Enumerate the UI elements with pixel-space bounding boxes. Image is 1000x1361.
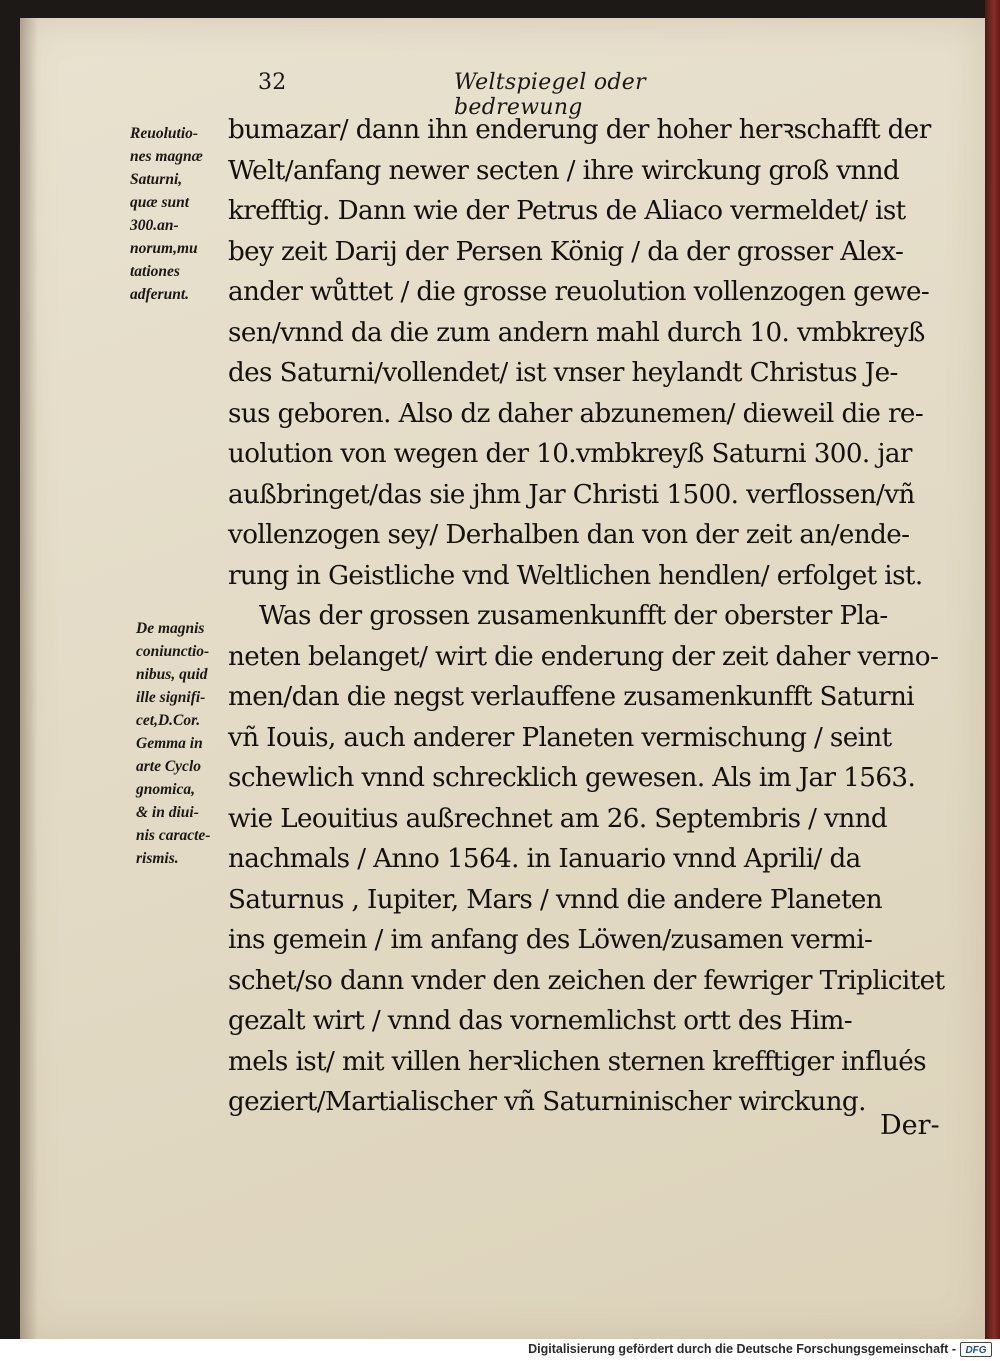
text-line: geziert/Martialischer vñ Saturninischer wirckung.	[228, 1087, 866, 1117]
text-line: neten belanget/ wirt die enderung der zeit daher verno-	[228, 641, 939, 672]
text-line: bey zeit Darij der Persen König / da der grosser Alex-	[228, 236, 904, 267]
margin-note-line: ille signifi-	[136, 689, 206, 706]
text-line: des Saturni/vollendet/ ist vnser heylandt Christus Je-	[228, 358, 898, 388]
text-line: nachmals / Anno 1564. in Ianuario vnnd Aprili/ da	[228, 844, 861, 874]
text-line: wie Leouitius außrechnet am 26. Septembris / vnnd	[228, 803, 888, 834]
main-text-block	[228, 110, 958, 1123]
text-line: rung in Geistliche vnd Weltlichen hendlen/ erfolget ist.	[228, 560, 923, 591]
margin-note-line: De magnis	[136, 620, 205, 637]
margin-note-line: Gemma in	[136, 735, 203, 752]
margin-note-line: quæ sunt	[130, 194, 190, 211]
margin-note-line: rismis.	[136, 850, 179, 867]
margin-note-de-magnis	[136, 617, 242, 870]
text-line: mels ist/ mit villen herꝛlichen sternen krefftiger influés	[228, 1046, 926, 1077]
text-line: uolution von wegen der 10.vmbkreyß Saturni 300. jar	[228, 439, 912, 469]
footer-bar	[0, 1339, 1000, 1361]
text-line: gezalt wirt / vnnd das vornemlichst ortt des Him-	[228, 1006, 852, 1036]
text-line: schet/so dann vnder den zeichen der fewriger Triplicitet	[228, 965, 945, 996]
text-line: vñ Iouis, auch anderer Planeten vermischung / seint	[228, 722, 892, 753]
dfg-logo-icon: DFG	[960, 1342, 992, 1357]
text-line: ins gemein / im anfang des Löwen/zusamen vermi-	[228, 925, 873, 955]
margin-note-line: Saturni,	[130, 171, 183, 188]
text-line: außbringet/das sie jhm Jar Christi 1500. verflossen/vñ	[228, 479, 915, 510]
margin-note-line: norum,mu	[130, 240, 198, 257]
page-number: 32	[258, 70, 287, 95]
text-line: Saturnus , Iupiter, Mars / vnnd die andere Planeten	[228, 884, 883, 915]
text-line: krefftig. Dann wie der Petrus de Aliaco vermeldet/ ist	[228, 196, 906, 226]
text-line: bumazar/ dann ihn enderung der hoher herꝛschafft der	[228, 115, 931, 145]
catchword: Der-	[880, 1110, 940, 1141]
text-line: Welt/anfang newer secten / ihre wirckung groß vnnd	[228, 155, 900, 186]
text-line: Was der grossen zusamenkunfft der oberster Pla-	[228, 601, 888, 631]
text-line: vollenzogen sey/ Derhalben dan von der zeit an/ende-	[228, 520, 910, 550]
margin-note-line: nis caracte-	[136, 827, 211, 844]
running-title: Weltspiegel oder bedrewung	[454, 70, 646, 120]
margin-note-line: nes magnæ	[130, 148, 203, 165]
margin-note-line: gnomica,	[136, 781, 195, 798]
margin-note-line: 300.an-	[130, 217, 179, 234]
text-line: ander wůttet / die grosse reuolution vollenzogen gewe-	[228, 277, 930, 307]
binding-edge	[985, 0, 1000, 1339]
text-line: sus geboren. Also dz daher abzunemen/ dieweil die re-	[228, 398, 924, 429]
margin-note-line: adferunt.	[130, 286, 189, 303]
margin-note-line: coniunctio-	[136, 643, 210, 660]
text-line: schewlich vnnd schrecklich gewesen. Als im Jar 1563.	[228, 763, 916, 793]
margin-note-line: nibus, quid	[136, 666, 208, 683]
running-head	[258, 70, 778, 120]
margin-note-line: & in diui-	[136, 804, 199, 821]
margin-note-line: cet,D.Cor.	[136, 712, 201, 729]
margin-note-line: arte Cyclo	[136, 758, 201, 775]
margin-note-reuolutiones	[130, 122, 236, 306]
funding-credit: Digitalisierung gefördert durch die Deutsche Forschungsgemeinschaft -	[528, 1342, 956, 1356]
margin-note-line: tationes	[130, 263, 180, 280]
margin-note-line: Reuolutio-	[130, 125, 199, 142]
text-line: men/dan die negst verlauffene zusamenkunfft Saturni	[228, 682, 915, 712]
text-line: sen/vnnd da die zum andern mahl durch 10. vmbkreyß	[228, 317, 925, 348]
